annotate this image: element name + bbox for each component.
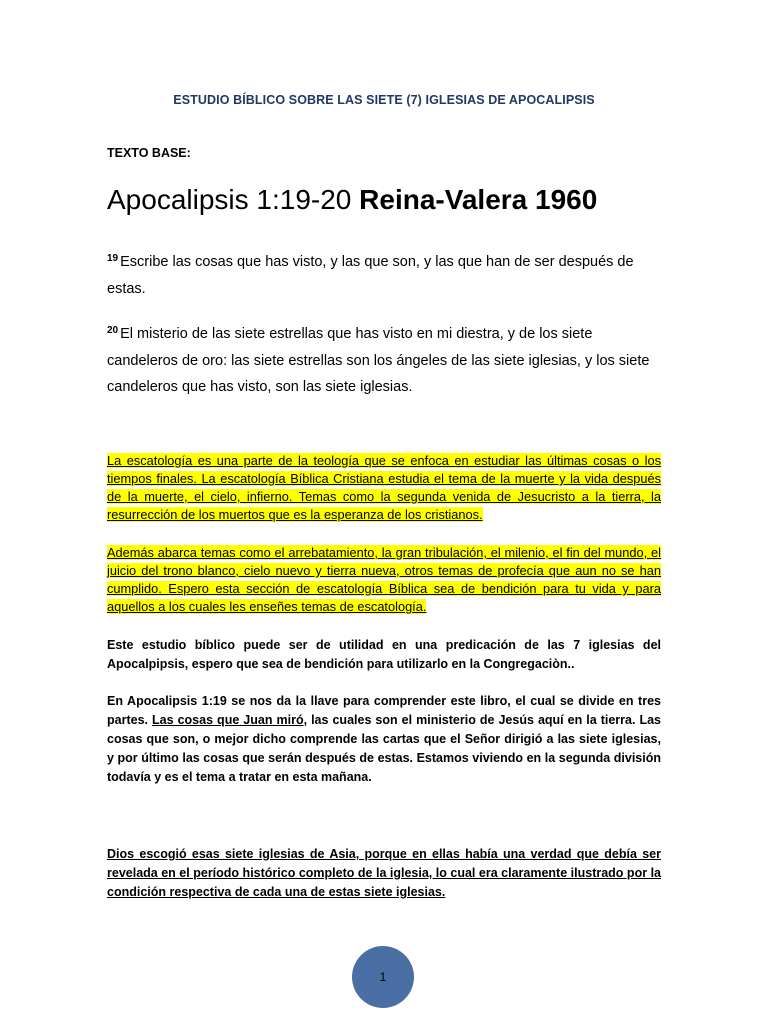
page-number: 1 [379,970,387,984]
paragraph-utility: Este estudio bíblico puede ser de utilidad en una predicación de las 7 iglesias del Apocalpipsis, espero que sea de bendición para utilizarlo en la Congregaciòn.. [107,638,661,671]
highlighted-text: La escatología es una parte de la teología que se enfoca en estudiar las últimas cosas o los tiempos finales. La escatología Bíblica Cristiana estudia el tema de la muerte y la vida después de la muerte, el cielo, infierno. Temas como la segunda venida de Jesucristo a la tierra, la resurrección de los muertos que es la esperanza de los cristianos. [107,453,661,522]
paragraph-key-intro: En Apocalipsis 1:19 se nos da la llave para comprender este libro, el cual se divide en tres partes. [107,694,661,727]
bible-version: Reina-Valera 1960 [359,184,598,215]
highlighted-paragraph-topics [107,544,661,616]
verse-20 [107,318,667,401]
paragraph-asia: Dios escogió esas siete iglesias de Asia, porque en ellas había una verdad que debía ser revelada en el período histórico completo de la iglesia, lo cual era claramente ilustrado por la condición respectiva de cada una de estas siete iglesias. [107,847,661,899]
verse-19 [107,246,667,302]
paragraph-key-rest: , las cuales son el ministerio de Jesús aquí en la tierra. Las cosas que son, o mejor dicho comprende las cartas que el Señor dirigió a las siete iglesias, y por último las cosas que serán después de estas. Estamos viviendo en la segunda división todavía y es el tema a tratar en esta mañana. [107,713,662,784]
page-number-badge [352,946,414,1008]
document-title: ESTUDIO BÍBLICO SOBRE LAS SIETE (7) IGLESIAS DE APOCALIPSIS [173,93,595,107]
verse-number: 19 [107,253,119,264]
paragraph-key [107,692,661,787]
verse-text: El misterio de las siete estrellas que has visto en mi diestra, y de los siete candeleros de oro: las siete estrellas son los ángeles de las siete iglesias, y los siete candeleros que has visto, son las siete iglesias. [107,326,650,395]
highlighted-text: Además abarca temas como el arrebatamiento, la gran tribulación, el milenio, el fin del mundo, el juicio del trono blanco, cielo nuevo y tierra nueva, otros temas de profecía que aun no se han cumplido. Espero esta sección de escatología Bíblica sea de bendición para tu vida y para aquellos a los cuales les enseñes temas de escatología. [107,545,661,614]
base-text-label: TEXTO BASE: [107,146,191,160]
highlighted-paragraph-eschatology [107,452,661,524]
scripture-reference: Apocalipsis 1:19-20 [107,184,352,215]
scripture-reference-heading [107,184,597,216]
paragraph-key-underlined: Las cosas que Juan miró [152,713,304,727]
verse-text: Escribe las cosas que has visto, y las que son, y las que han de ser después de estas. [107,254,634,297]
verse-number: 20 [107,325,119,336]
